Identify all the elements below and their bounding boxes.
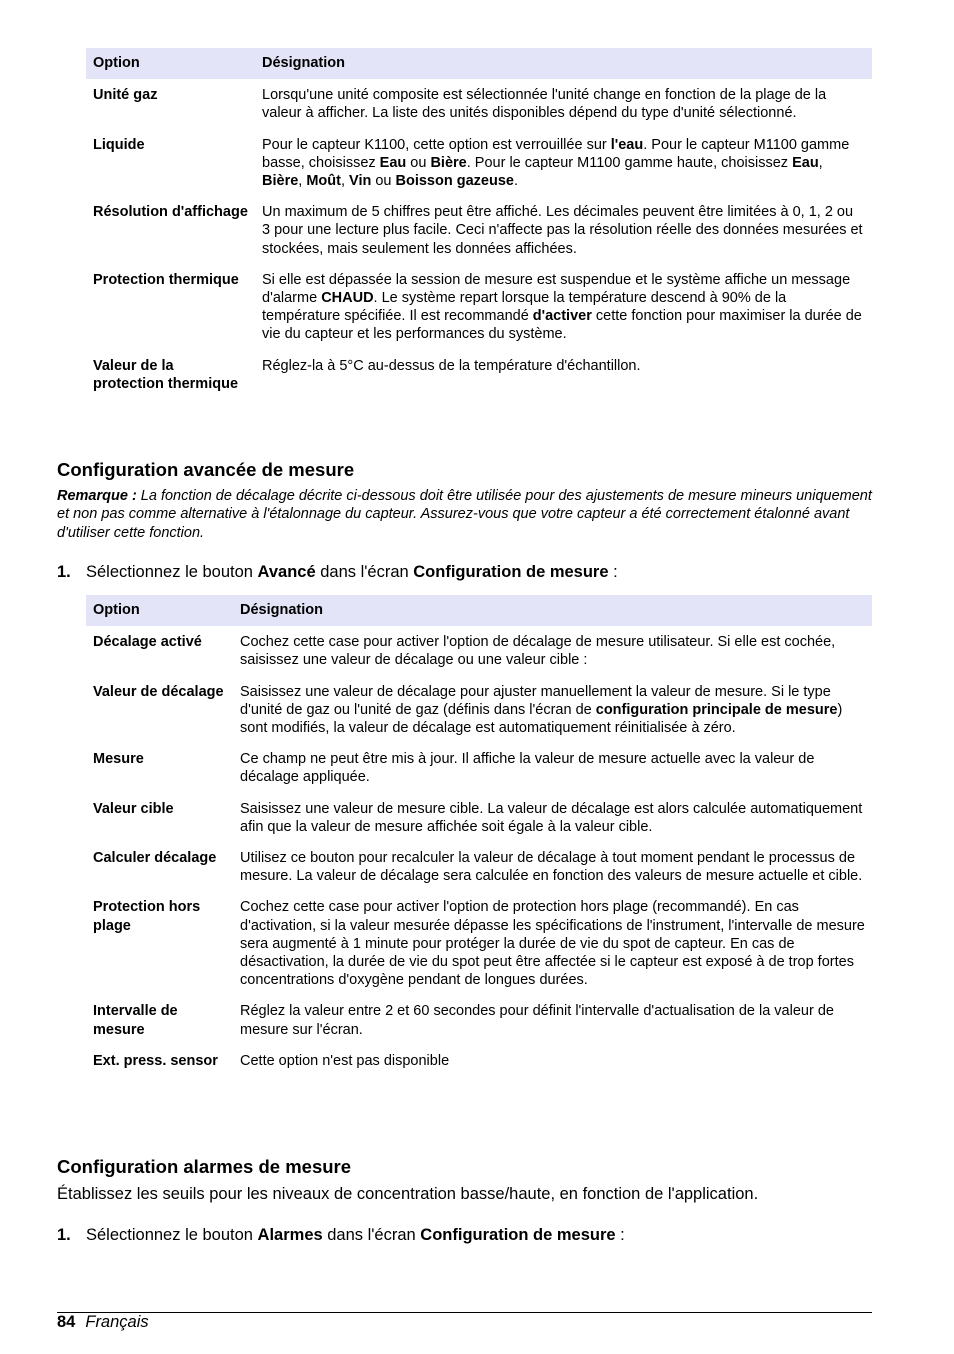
table-row <box>86 995 872 1044</box>
table-row <box>86 79 872 128</box>
option-name: Valeur de décalage <box>93 683 224 700</box>
table-row <box>86 626 872 675</box>
step-number: 1. <box>57 563 71 581</box>
note-label: Remarque : <box>57 488 137 504</box>
option-name: Décalage activé <box>93 634 202 651</box>
page-number: 84 <box>57 1313 76 1331</box>
option-description: Si elle est dépassée la session de mesure est suspendue et le système affiche un message d'alarme CHAUD. Le système repart lorsque la température descend à 90% de la température spécifiée. Il est recommandé d'activer cette fonction pour maximiser la durée de vie du capteur et les performances du système. <box>262 271 862 343</box>
option-description: Utilisez ce bouton pour recalculer la valeur de décalage à tout moment pendant le processus de mesure. La valeur de décalage sera calculée en fonction des valeurs de mesure actuelle et cible. <box>240 850 863 885</box>
section-title-advanced: Configuration avancée de mesure <box>57 459 355 480</box>
option-description: Cette option n'est pas disponible <box>240 1052 450 1069</box>
option-description: Un maximum de 5 chiffres peut être affiché. Les décimales peuvent être limitées à 0, 1, 2 ou 3 pour une lecture plus facile. Ceci n'affecte pas la résolution réelle des données mesurées et stockées, mais seulement les données affichées. <box>262 204 863 257</box>
option-name: Ext. press. sensor <box>93 1052 218 1069</box>
table-row <box>86 196 872 264</box>
column-header-designation: Désignation <box>233 595 872 626</box>
option-name: Valeur de la protection thermique <box>93 357 239 392</box>
table-row <box>86 676 872 744</box>
option-name: Mesure <box>93 751 144 768</box>
settings-table <box>86 48 872 399</box>
option-description: Saisissez une valeur de décalage pour ajuster manuellement la valeur de mesure. Si le type d'unité de gaz ou l'unité de gaz (définis dans l'écran de configuration principale de mesure) sont modifiés, la valeur de décalage est automatiquement réinitialisée à zéro. <box>240 683 843 737</box>
footer-language: Français <box>85 1313 149 1331</box>
column-header-designation: Désignation <box>255 48 872 79</box>
column-header-option: Option <box>86 595 233 626</box>
option-name: Résolution d'affichage <box>93 204 248 221</box>
advanced-settings-table <box>86 595 872 1076</box>
table-header-row <box>86 595 872 626</box>
option-description: Saisissez une valeur de mesure cible. La valeur de décalage est alors calculée automatiquement afin que la valeur de mesure affichée soit égale à la valeur cible. <box>240 800 863 835</box>
step-number: 1. <box>57 1226 71 1244</box>
table-row <box>86 891 872 995</box>
step-advanced: 1. Sélectionnez le bouton Avancé dans l'écran Configuration de mesure : <box>57 563 618 581</box>
option-name: Unité gaz <box>93 87 158 104</box>
table-row <box>86 793 872 842</box>
table-row <box>86 1045 872 1076</box>
note-paragraph <box>57 487 872 542</box>
option-name: Protection hors plage <box>93 899 201 934</box>
note-text: La fonction de décalage décrite ci-dessous doit être utilisée pour des ajustements de mesure mineurs uniquement et non pas comme alternative à l'étalonnage du capteur. Assurez-vous que votre capteur a été correctement étalonné avant d'utiliser cette fonction. <box>57 488 872 541</box>
option-name: Valeur cible <box>93 800 174 817</box>
option-name: Liquide <box>93 136 145 153</box>
option-description: Cochez cette case pour activer l'option de protection hors plage (recommandé). En cas d'activation, si la valeur mesurée dépasse les spécifications de l'instrument, l'intervalle de mesure sera augmenté à 1 minute pour protéger la durée de vie du spot de capteur. En cas de désactivation, la durée de vie du spot peut être affectée si le capteur est exposé à de trop fortes concentrations d'oxygène pendant de longues durées. <box>240 899 865 989</box>
option-name: Intervalle de mesure <box>93 1003 178 1038</box>
alarms-intro: Établissez les seuils pour les niveaux de concentration basse/haute, en fonction de l'application. <box>57 1185 759 1203</box>
table-row <box>86 264 872 350</box>
step-alarms: 1. Sélectionnez le bouton Alarmes dans l'écran Configuration de mesure : <box>57 1226 625 1244</box>
option-description: Ce champ ne peut être mis à jour. Il affiche la valeur de mesure actuelle avec la valeur de décalage appliquée. <box>240 751 815 786</box>
table-row <box>86 350 872 399</box>
option-description: Réglez-la à 5°C au-dessus de la température d'échantillon. <box>262 357 641 374</box>
option-description: Réglez la valeur entre 2 et 60 secondes pour définit l'intervalle d'actualisation de la valeur de mesure sur l'écran. <box>240 1003 834 1038</box>
option-name: Protection thermique <box>93 271 239 288</box>
option-description: Pour le capteur K1100, cette option est verrouillée sur l'eau. Pour le capteur M1100 gamme basse, choisissez Eau ou Bière. Pour le capteur M1100 gamme haute, choisissez Eau, Bière, Moût, Vin ou Boisson gazeuse. <box>262 136 850 190</box>
page-footer <box>57 1312 149 1332</box>
option-description: Cochez cette case pour activer l'option de décalage de mesure utilisateur. Si elle est cochée, saisissez une valeur de décalage ou une valeur cible : <box>240 634 836 669</box>
footer-divider <box>57 1312 872 1313</box>
option-description: Lorsqu'une unité composite est sélectionnée l'unité change en fonction de la plage de la valeur à afficher. La liste des unités disponibles dépend du type d'unité sélectionné. <box>262 87 827 122</box>
table-row <box>86 743 872 792</box>
section-title-alarms: Configuration alarmes de mesure <box>57 1156 352 1177</box>
column-header-option: Option <box>86 48 255 79</box>
table-row <box>86 842 872 891</box>
option-name: Calculer décalage <box>93 850 217 867</box>
table-row <box>86 129 872 197</box>
table-header-row <box>86 48 872 79</box>
